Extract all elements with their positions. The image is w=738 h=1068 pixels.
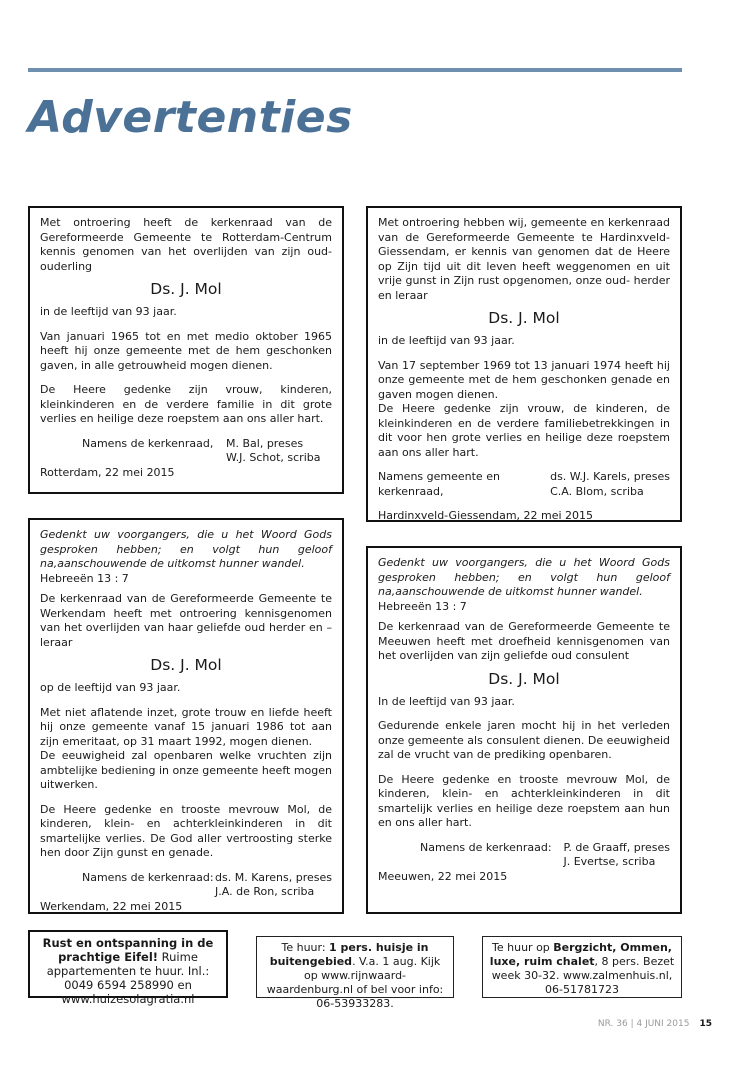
bible-verse: Gedenkt uw voorgangers, die u het Woord Gods gesproken hebben; en volgt hun geloof na,aanschouwende de uitkomst hunner wandel. bbox=[40, 528, 332, 570]
page-number: 15 bbox=[699, 1019, 712, 1029]
notice-place-date: Werkendam, 22 mei 2015 bbox=[40, 899, 183, 913]
notice-service: Van januari 1965 tot en met medio oktober 1965 heeft hij onze gemeente met de hem geschonken gaven, in alle getrouwheid mogen dienen. bbox=[40, 329, 332, 372]
notice-intro: De kerkenraad van de Gereformeerde Gemeente te Meeuwen heeft met droefheid kennisgenomen van het overlijden van zijn geliefde oud consulent bbox=[378, 620, 670, 662]
deceased-name: Ds. J. Mol bbox=[150, 656, 222, 674]
classified-text: . V.a. 1 aug. Kijk op www.rijnwaard-waardenburg.nl of bel voor info: 06-53933283. bbox=[266, 955, 444, 1010]
bible-verse: Gedenkt uw voorgangers, die u het Woord Gods gesproken hebben; en volgt hun geloof na,aanschouwende de uitkomst hunner wandel. bbox=[378, 556, 670, 598]
signature-preses: M. Bal, preses bbox=[226, 436, 304, 450]
deceased-name: Ds. J. Mol bbox=[488, 309, 560, 327]
notice-service-2: De eeuwigheid zal openbaren welke vruchten zijn ambtelijke bediening in onze gemeente heeft mogen uitwerken. bbox=[40, 749, 332, 791]
classified-huisje bbox=[256, 936, 454, 1010]
signature-preses: ds. W.J. Karels, preses bbox=[550, 470, 670, 483]
notice-place-date: Meeuwen, 22 mei 2015 bbox=[378, 869, 508, 883]
classified-eifel bbox=[28, 930, 228, 1006]
classified-pre: Te huur: bbox=[281, 941, 330, 954]
notice-blessing: De Heere gedenke zijn vrouw, de kinderen, de kleinkinderen en de verdere familiebetrekkingen in dit voor hen grote verlies en heilige deze roepstem aan ons aller hart. bbox=[378, 402, 670, 459]
notice-place-date: Hardinxveld-Giessendam, 22 mei 2015 bbox=[378, 509, 594, 522]
classified-bold: Rust en ontspanning in de prachtige Eifel! bbox=[42, 936, 214, 964]
verse-reference: Hebreeën 13 : 7 bbox=[40, 571, 129, 585]
signature-block bbox=[40, 437, 332, 466]
notice-blessing: De Heere gedenke zijn vrouw, kinderen, kleinkinderen en de verdere familie in dit grote verlies en heilige deze roepstem aan ons aller hart. bbox=[40, 383, 332, 425]
classified-text: , 8 pers. Bezet week 30-32. www.zalmenhuis.nl, 06-51781723 bbox=[491, 955, 675, 996]
deceased-name: Ds. J. Mol bbox=[150, 280, 222, 298]
notice-blessing: De Heere gedenke en trooste mevrouw Mol, de kinderen, klein- en achterkleinkinderen in dit smartelijk verlies en heilige deze roepstem aan hun en ons aller hart. bbox=[378, 772, 670, 829]
signature-label: Namens gemeente en kerkenraad, bbox=[378, 470, 500, 498]
notice-age: op de leeftijd van 93 jaar. bbox=[40, 681, 181, 694]
signature-scriba: J.A. de Ron, scriba bbox=[215, 885, 315, 898]
deceased-name: Ds. J. Mol bbox=[488, 669, 560, 688]
notice-age: in de leeftijd van 93 jaar. bbox=[378, 334, 515, 347]
signature-label: Namens de kerkenraad, bbox=[82, 436, 214, 450]
notice-blessing: De Heere gedenke en trooste mevrouw Mol, de kinderen, klein- en achterkleinkinderen in dit smartelijke verlies. De God aller vertroosting sterke hen door Zijn gunst en genade. bbox=[40, 802, 332, 859]
classified-bold: 1 pers. huisje in buitengebied bbox=[269, 941, 429, 968]
signature-preses: ds. M. Karens, preses bbox=[215, 870, 332, 884]
notice-meeuwen bbox=[366, 546, 682, 914]
notice-service: Van 17 september 1969 tot 13 januari 1974 heeft hij onze gemeente met de hem geschonken genade en gaven mogen dienen. bbox=[378, 358, 670, 401]
classified-bold: Bergzicht, Ommen, luxe, ruim chalet bbox=[489, 941, 672, 968]
notice-service: Met niet aflatende inzet, grote trouw en liefde heeft hij onze gemeente vanaf 15 januari 1986 tot aan zijn emeritaat, op 31 maart 1992, mogen dienen. bbox=[40, 705, 332, 748]
page-footer bbox=[560, 1019, 712, 1029]
notice-age: in de leeftijd van 93 jaar. bbox=[40, 305, 177, 318]
notice-werkendam bbox=[28, 518, 344, 914]
notice-age: In de leeftijd van 93 jaar. bbox=[378, 694, 515, 708]
notice-intro: Met ontroering heeft de kerkenraad van de Gereformeerde Gemeente te Rotterdam-Centrum kennis genomen van het overlijden van zijn oud-ouderling bbox=[40, 216, 332, 273]
signature-preses: P. de Graaff, preses bbox=[563, 840, 670, 854]
classified-pre: Te huur op bbox=[492, 941, 554, 954]
notice-hardinxveld bbox=[366, 206, 682, 522]
issue-info: NR. 36 | 4 JUNI 2015 bbox=[597, 1019, 690, 1029]
notice-place-date: Rotterdam, 22 mei 2015 bbox=[40, 465, 175, 479]
signature-scriba: C.A. Blom, scriba bbox=[550, 484, 644, 498]
notice-rotterdam bbox=[28, 206, 344, 494]
signature-label: Namens de kerkenraad: bbox=[420, 840, 552, 854]
signature-label: Namens de kerkenraad: bbox=[82, 870, 214, 884]
verse-reference: Hebreeën 13 : 7 bbox=[378, 599, 467, 613]
signature-scriba: W.J. Schot, scriba bbox=[226, 451, 321, 464]
signature-block bbox=[378, 841, 670, 870]
notice-intro: Met ontroering hebben wij, gemeente en kerkenraad van de Gereformeerde Gemeente te Hardinxveld-Giessendam, er kennis van genomen dat de Heere op Zijn tijd uit dit leven heeft weggenomen en uit vrije gunst in Zijn rust opgenomen, onze oud- herder en leraar bbox=[378, 216, 670, 302]
page-title: Advertenties bbox=[28, 92, 353, 143]
classified-chalet bbox=[482, 936, 682, 998]
notice-service: Gedurende enkele jaren mocht hij in het verleden onze gemeente als consulent dienen. De eeuwigheid zal de vrucht van de prediking openbaren. bbox=[378, 719, 670, 761]
signature-block bbox=[378, 470, 670, 499]
signature-block bbox=[40, 871, 332, 900]
notice-intro: De kerkenraad van de Gereformeerde Gemeente te Werkendam heeft met ontroering kennisgenomen van het overlijden van haar geliefde oud herder en –leraar bbox=[40, 592, 332, 649]
header-rule bbox=[28, 68, 682, 72]
classified-text: Ruime appartementen te huur. Inl.: 0049 6594 258990 en www.huizesolagratia.nl bbox=[46, 950, 210, 1006]
signature-scriba: J. Evertse, scriba bbox=[563, 855, 656, 868]
